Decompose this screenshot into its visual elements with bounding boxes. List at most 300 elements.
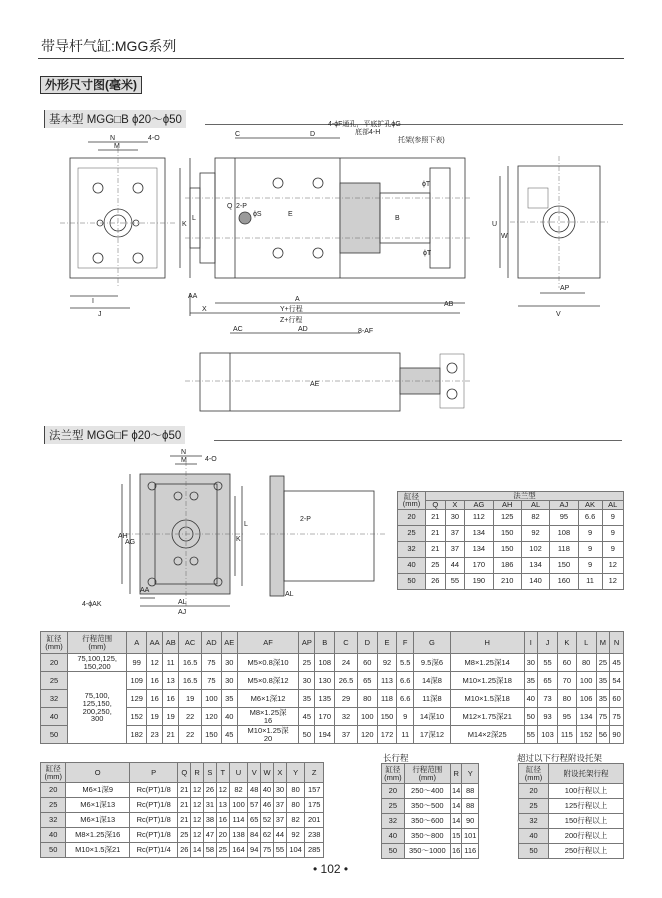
flange-column-header: AJ: [550, 500, 578, 509]
main-column-header: AC: [179, 632, 202, 654]
dim-al: AL: [178, 599, 187, 606]
dim-ab: AB: [444, 301, 454, 308]
main-cell: 16: [147, 690, 163, 708]
flange-cell: 37: [445, 541, 465, 557]
main-cell: 75: [202, 654, 222, 672]
main-column-header: F: [397, 632, 414, 654]
ops-column-header: O: [66, 763, 130, 783]
flange-cell: 21: [426, 541, 446, 557]
bracket-column-header: 缸径 (mm): [519, 764, 549, 784]
ops-cell: 16: [216, 813, 229, 828]
bracket-cell: 25: [519, 799, 549, 814]
main-cell: 50: [524, 708, 538, 726]
dim-p: 2-P: [236, 203, 247, 210]
ops-cell: 92: [286, 828, 305, 843]
main-cell: 106: [576, 690, 596, 708]
main-cell: 100: [202, 690, 222, 708]
main-cell: 118: [377, 690, 397, 708]
note-f-hole: 4-ϕF通孔，平底扩孔ϕG: [328, 121, 401, 128]
ops-cell: 104: [286, 843, 305, 858]
main-cell: 35: [221, 690, 237, 708]
long-stroke-row: [382, 784, 479, 799]
main-cell: 75: [596, 708, 610, 726]
flange-cell: 170: [465, 557, 493, 573]
main-cell: 55: [524, 726, 538, 744]
ops-row: [41, 828, 324, 843]
flange-cell: 186: [493, 557, 521, 573]
main-cell: 17深12: [414, 726, 451, 744]
ops-cell: 12: [191, 828, 204, 843]
flange-cell: 9: [578, 557, 602, 573]
flange-cell: 82: [521, 509, 549, 525]
ops-row: [41, 843, 324, 858]
main-cell: 65: [357, 672, 377, 690]
ops-cell: 52: [261, 813, 274, 828]
ops-column-header: T: [216, 763, 229, 783]
main-cell: 73: [538, 690, 558, 708]
flange-column-header: AG: [465, 500, 493, 509]
bracket-cell: 40: [519, 829, 549, 844]
basic-type-drawing: [40, 121, 630, 428]
ops-cell: Rc(PT)1/8: [129, 798, 177, 813]
bracket-title: 超过以下行程附设托架: [517, 753, 603, 763]
dim-q: Q: [227, 203, 233, 210]
main-row: [41, 690, 624, 708]
ops-cell: M10×1.5深21: [66, 843, 130, 858]
flange-cell: 11: [578, 573, 602, 589]
flange-type-drawing: [80, 446, 390, 616]
page-title: 带导杆气缸:MGG系列: [41, 38, 177, 54]
main-cell: 55: [538, 654, 558, 672]
main-cell: 11深8: [414, 690, 451, 708]
bracket-row: [519, 844, 624, 859]
flange-cell: 21: [426, 509, 446, 525]
ops-cell: 37: [273, 798, 286, 813]
basic-divider: [205, 124, 623, 125]
long-stroke-cell: 16: [450, 844, 461, 859]
main-cell: 9: [397, 708, 414, 726]
ops-cell: 157: [305, 783, 324, 798]
ops-cell: 75: [261, 843, 274, 858]
main-cell: 80: [357, 690, 377, 708]
flange-cell: 112: [465, 509, 493, 525]
ops-cell: 30: [273, 783, 286, 798]
bracket-cell: 200行程以上: [549, 829, 624, 844]
main-cell: 40: [41, 708, 68, 726]
long-stroke-cell: 25: [382, 799, 405, 814]
ops-cell: 80: [286, 798, 305, 813]
main-cell: 60: [610, 690, 624, 708]
ops-cell: 12: [191, 783, 204, 798]
dim-m: M: [181, 457, 187, 464]
main-column-header: K: [557, 632, 576, 654]
ops-cell: 20: [41, 783, 66, 798]
bracket-row: [519, 814, 624, 829]
ops-column-header: U: [229, 763, 248, 783]
bracket-row: [519, 799, 624, 814]
ops-column-header: P: [129, 763, 177, 783]
main-cell: 80: [576, 654, 596, 672]
flange-cell: 9: [602, 525, 623, 541]
main-cell: 45: [610, 654, 624, 672]
main-cell: 120: [202, 708, 222, 726]
dim-k: K: [182, 221, 187, 228]
dim-zplus: Z+行程: [280, 317, 303, 324]
bracket-cell: 150行程以上: [549, 814, 624, 829]
ops-cell: 80: [286, 783, 305, 798]
dim-u: U: [492, 221, 498, 228]
main-cell: 11: [163, 654, 179, 672]
flange-cell: 160: [550, 573, 578, 589]
ops-cell: Rc(PT)1/8: [129, 828, 177, 843]
ops-column-header: Z: [305, 763, 324, 783]
main-row: [41, 708, 624, 726]
flange-cell: 102: [521, 541, 549, 557]
main-cell: 35: [596, 690, 610, 708]
ops-cell: 12: [191, 798, 204, 813]
bracket-row: [519, 784, 624, 799]
flange-cell: 92: [521, 525, 549, 541]
bracket-table: [518, 763, 624, 859]
ops-column-header: X: [273, 763, 286, 783]
ops-cell: 82: [229, 783, 248, 798]
main-cell: 25: [41, 672, 68, 690]
page-number: • 102 •: [313, 862, 349, 876]
main-cell: 75,100,125, 150,200: [68, 654, 127, 672]
dim-m: M: [114, 143, 120, 150]
long-stroke-cell: 14: [450, 814, 461, 829]
dim-o: 4-O: [148, 135, 160, 142]
main-cell: 25: [299, 654, 315, 672]
main-cell: 20: [41, 654, 68, 672]
dim-s: ϕS: [253, 211, 262, 218]
main-cell: 115: [557, 726, 576, 744]
main-cell: 9.5深6: [414, 654, 451, 672]
flange-cell: 125: [493, 509, 521, 525]
flange-cell: 134: [465, 525, 493, 541]
ops-cell: 25: [178, 828, 191, 843]
main-cell: 14深10: [414, 708, 451, 726]
long-stroke-cell: 350～600: [404, 814, 450, 829]
ops-cell: Rc(PT)1/4: [129, 843, 177, 858]
ops-column-header: S: [204, 763, 217, 783]
ops-cell: 94: [248, 843, 261, 858]
main-cell: 134: [576, 708, 596, 726]
flange-cell: 6.6: [578, 509, 602, 525]
main-cell: 54: [610, 672, 624, 690]
main-cell: 25: [596, 654, 610, 672]
main-column-header: E: [377, 632, 397, 654]
flange-type-label: 法兰型 MGG□F ϕ20～ϕ50: [44, 426, 185, 444]
dim-j: J: [98, 311, 102, 318]
main-cell: 6.6: [397, 672, 414, 690]
flange-column-header: Q: [426, 500, 446, 509]
bracket-cell: 250行程以上: [549, 844, 624, 859]
main-column-header: I: [524, 632, 538, 654]
long-stroke-cell: 350～1000: [404, 844, 450, 859]
flange-cell: 32: [398, 541, 426, 557]
main-column-header: D: [357, 632, 377, 654]
main-cell: 56: [596, 726, 610, 744]
dim-ak: 4-ϕAK: [82, 601, 102, 608]
main-cell: 60: [557, 654, 576, 672]
main-cell: 150: [202, 726, 222, 744]
ops-cell: 58: [204, 843, 217, 858]
ops-cell: 38: [204, 813, 217, 828]
main-cell: 92: [377, 654, 397, 672]
flange-cell: 37: [445, 525, 465, 541]
note-h-thread: 底部4-H: [355, 129, 381, 136]
main-cell: 113: [377, 672, 397, 690]
flange-dimension-table: [397, 491, 624, 590]
main-cell: 60: [357, 654, 377, 672]
ops-cell: 138: [229, 828, 248, 843]
flange-cell: 26: [426, 573, 446, 589]
ops-cell: 14: [191, 843, 204, 858]
main-cell: 40: [221, 708, 237, 726]
main-column-header: 行程范围 (mm): [68, 632, 127, 654]
main-cell: M10×1.25深18: [450, 672, 524, 690]
dim-e: E: [288, 211, 293, 218]
main-cell: 75,100, 125,150, 200,250, 300: [68, 672, 127, 744]
flange-row: [398, 541, 624, 557]
main-cell: 32: [335, 708, 358, 726]
bracket-cell: 100行程以上: [549, 784, 624, 799]
ops-cell: 20: [216, 828, 229, 843]
ops-column-header: 缸径 (mm): [41, 763, 66, 783]
main-column-header: B: [315, 632, 335, 654]
dim-d: D: [310, 131, 316, 138]
ops-row: [41, 783, 324, 798]
ops-cell: M8×1.25深16: [66, 828, 130, 843]
main-cell: 150: [377, 708, 397, 726]
main-cell: 30: [221, 654, 237, 672]
ops-cell: 84: [248, 828, 261, 843]
bracket-cell: 125行程以上: [549, 799, 624, 814]
long-stroke-cell: 101: [462, 829, 479, 844]
main-cell: 35: [596, 672, 610, 690]
flange-cell: 25: [398, 525, 426, 541]
main-cell: 100: [576, 672, 596, 690]
main-column-header: M: [596, 632, 610, 654]
main-cell: 100: [357, 708, 377, 726]
ops-column-header: Q: [178, 763, 191, 783]
dim-ap: AP: [560, 285, 570, 292]
ops-cell: 26: [178, 843, 191, 858]
long-stroke-cell: 250～400: [404, 784, 450, 799]
dim-t2: ϕT: [423, 250, 432, 257]
main-cell: 5.5: [397, 654, 414, 672]
main-cell: 30: [299, 672, 315, 690]
main-cell: 16: [163, 690, 179, 708]
header-divider: [38, 58, 624, 59]
ops-cell: 31: [204, 798, 217, 813]
flange-column-header: AK: [578, 500, 602, 509]
ops-cell: M6×1深13: [66, 813, 130, 828]
main-cell: 45: [221, 726, 237, 744]
main-cell: 90: [610, 726, 624, 744]
dim-i: I: [92, 298, 94, 305]
ops-column-header: Y: [286, 763, 305, 783]
ops-column-header: V: [248, 763, 261, 783]
flange-cell: 210: [493, 573, 521, 589]
main-column-header: AD: [202, 632, 222, 654]
ops-dimension-table: [40, 762, 324, 858]
long-stroke-cell: 14: [450, 784, 461, 799]
main-column-header: N: [610, 632, 624, 654]
ops-cell: Rc(PT)1/8: [129, 783, 177, 798]
main-cell: 21: [163, 726, 179, 744]
flange-cell: 21: [426, 525, 446, 541]
section-title: 外形尺寸图(毫米): [40, 76, 142, 94]
ops-cell: 12: [191, 813, 204, 828]
main-column-header: AF: [237, 632, 298, 654]
flange-column-header: AH: [493, 500, 521, 509]
main-cell: 19: [179, 690, 202, 708]
ops-cell: M6×1深9: [66, 783, 130, 798]
main-cell: 130: [315, 672, 335, 690]
dim-ae: AE: [310, 381, 320, 388]
dim-af: 8-AF: [358, 328, 374, 335]
ops-row: [41, 813, 324, 828]
main-cell: 40: [524, 690, 538, 708]
ops-cell: 175: [305, 798, 324, 813]
flange-cell: 9: [602, 509, 623, 525]
long-stroke-cell: 88: [462, 784, 479, 799]
long-stroke-column-header: Y: [462, 764, 479, 784]
dim-o: 4-O: [205, 456, 217, 463]
main-cell: 24: [335, 654, 358, 672]
ops-cell: 25: [216, 843, 229, 858]
dim-ag: AG: [125, 539, 136, 546]
main-column-header: L: [576, 632, 596, 654]
bracket-column-header: 附设托架行程: [549, 764, 624, 784]
flange-cell: 20: [398, 509, 426, 525]
ops-cell: M6×1深13: [66, 798, 130, 813]
main-cell: 23: [147, 726, 163, 744]
main-column-header: 缸径 (mm): [41, 632, 68, 654]
ops-cell: 40: [41, 828, 66, 843]
main-cell: 108: [315, 654, 335, 672]
flange-cell: 55: [445, 573, 465, 589]
dim-aj: AJ: [178, 609, 187, 616]
ops-cell: 13: [216, 798, 229, 813]
ops-cell: 12: [216, 783, 229, 798]
ops-cell: 40: [261, 783, 274, 798]
flange-column-header: AL: [521, 500, 549, 509]
flange-cell: 150: [550, 557, 578, 573]
flange-cell: 12: [602, 557, 623, 573]
main-cell: 30: [221, 672, 237, 690]
long-stroke-cell: 15: [450, 829, 461, 844]
main-row: [41, 672, 624, 690]
main-dimension-table: [40, 631, 624, 744]
flange-cell: 50: [398, 573, 426, 589]
main-cell: M6×1深12: [237, 690, 298, 708]
main-cell: 16: [147, 672, 163, 690]
long-stroke-cell: 350～500: [404, 799, 450, 814]
main-cell: 129: [127, 690, 147, 708]
flange-cell: 108: [550, 525, 578, 541]
ops-column-header: R: [191, 763, 204, 783]
main-cell: 103: [538, 726, 558, 744]
flange-column-header: AL: [602, 500, 623, 509]
main-cell: 22: [179, 726, 202, 744]
long-stroke-cell: 32: [382, 814, 405, 829]
ops-cell: 201: [305, 813, 324, 828]
long-stroke-row: [382, 799, 479, 814]
main-cell: M5×0.8深12: [237, 672, 298, 690]
long-stroke-table: [381, 763, 479, 859]
main-cell: 35: [299, 690, 315, 708]
long-stroke-cell: 20: [382, 784, 405, 799]
main-cell: 37: [335, 726, 358, 744]
long-stroke-column-header: 行程范围 (mm): [404, 764, 450, 784]
main-cell: 22: [179, 708, 202, 726]
dim-v: V: [556, 311, 561, 318]
dim-w: W: [501, 233, 508, 240]
main-cell: 6.6: [397, 690, 414, 708]
main-cell: 109: [127, 672, 147, 690]
dim-b: B: [395, 215, 400, 222]
flange-cell: 134: [521, 557, 549, 573]
ops-cell: 26: [204, 783, 217, 798]
long-stroke-row: [382, 844, 479, 859]
main-cell: M12×1.75深21: [450, 708, 524, 726]
main-cell: 135: [315, 690, 335, 708]
dim-k: K: [236, 536, 241, 543]
long-stroke-row: [382, 814, 479, 829]
dim-n: N: [110, 135, 116, 142]
main-cell: 75: [610, 708, 624, 726]
main-cell: 26.5: [335, 672, 358, 690]
ops-cell: 100: [229, 798, 248, 813]
main-cell: 30: [524, 654, 538, 672]
main-cell: 93: [538, 708, 558, 726]
ops-cell: Rc(PT)1/8: [129, 813, 177, 828]
main-cell: 170: [315, 708, 335, 726]
main-cell: 14深8: [414, 672, 451, 690]
flange-cell: 150: [493, 525, 521, 541]
ops-cell: 82: [286, 813, 305, 828]
long-stroke-cell: 40: [382, 829, 405, 844]
main-cell: 120: [357, 726, 377, 744]
main-cell: 182: [127, 726, 147, 744]
main-column-header: AA: [147, 632, 163, 654]
long-stroke-cell: 90: [462, 814, 479, 829]
bracket-cell: 20: [519, 784, 549, 799]
main-cell: M5×0.8深10: [237, 654, 298, 672]
dim-x: X: [202, 306, 207, 313]
flange-cell: 40: [398, 557, 426, 573]
main-cell: 172: [377, 726, 397, 744]
main-cell: 50: [41, 726, 68, 744]
flange-cell: 25: [426, 557, 446, 573]
ops-column-header: W: [261, 763, 274, 783]
flange-cell: 190: [465, 573, 493, 589]
flange-column-header: X: [445, 500, 465, 509]
main-cell: 45: [299, 708, 315, 726]
flange-cell: 95: [550, 509, 578, 525]
dim-ah: AH: [118, 533, 128, 540]
dim-yplus: Y+行程: [280, 306, 303, 313]
flange-cell: 9: [602, 541, 623, 557]
ops-cell: 238: [305, 828, 324, 843]
dim-aa: AA: [188, 293, 198, 300]
dim-t: ϕT: [422, 181, 431, 188]
main-cell: 12: [147, 654, 163, 672]
main-cell: M14×2深25: [450, 726, 524, 744]
